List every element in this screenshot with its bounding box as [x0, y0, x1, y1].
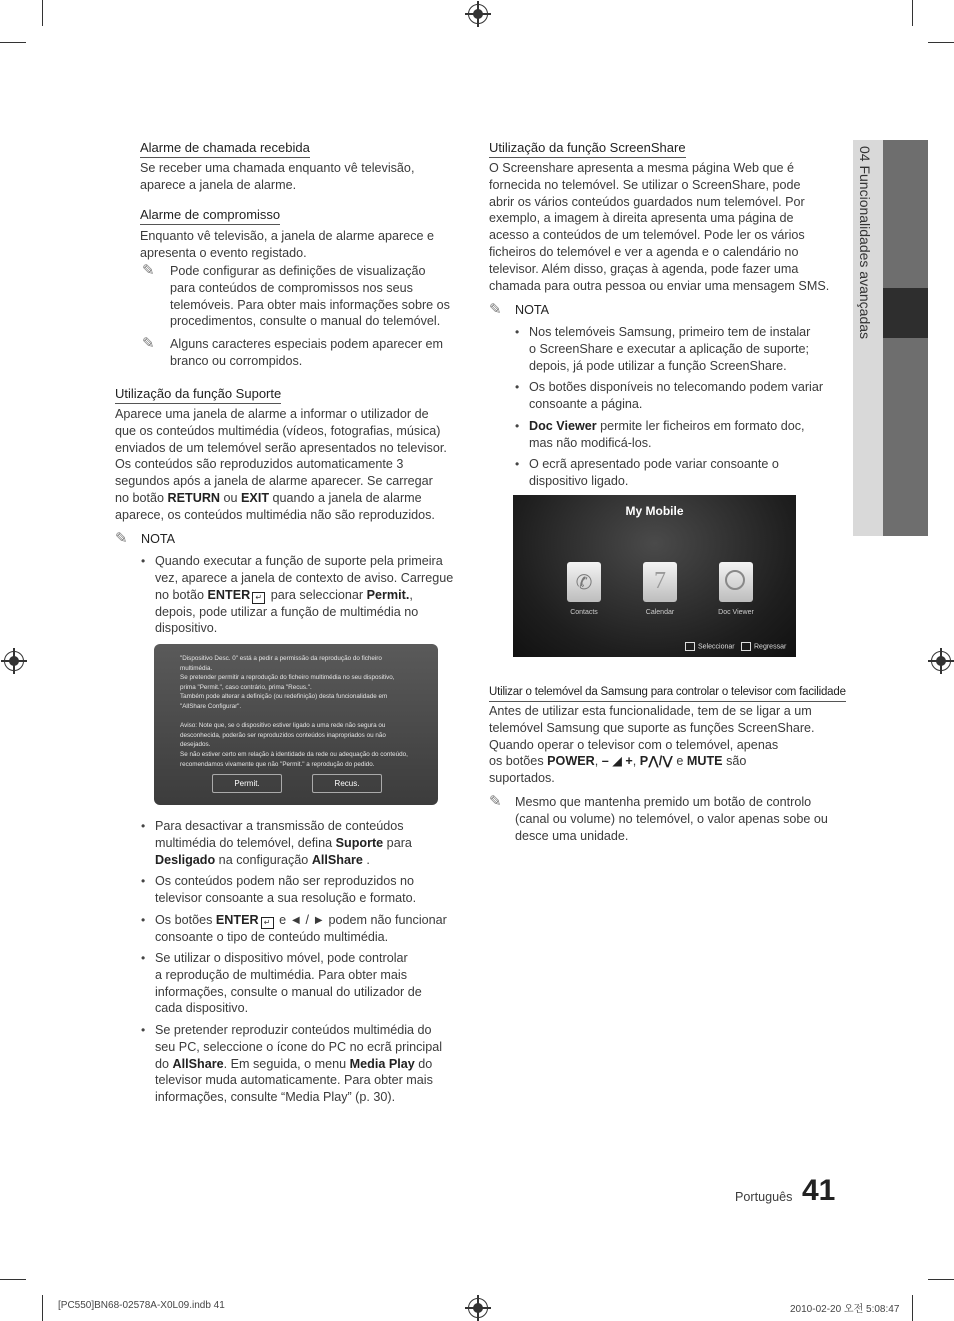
select-hint: Seleccionar: [685, 642, 735, 651]
chapter-tab: [853, 140, 928, 536]
section-title: Alarme de chamada recebida: [140, 139, 310, 158]
list-item: • Os botões ENTER ↵ e ◄ / ► podem não funcionar consoante o tipo de conteúdo multimédia.: [141, 913, 447, 944]
pencil-icon: ✎: [142, 262, 155, 279]
tile-label: Contacts: [570, 609, 598, 616]
crop-mark: [912, 0, 913, 26]
footer-file: [PC550]BN68-02578A-X0L09.indb 41: [58, 1300, 225, 1311]
dialog-text: "Dispositivo Desc. 0" está a pedir a permissão da reprodução do ficheiro multimédia. Se pretender permitir a reprodução do ficheiro multimédia no seu dispositivo, prima "Permit.", caso contrário, prima "Recus.". Também pode alterar a definição (ou redefinição) desta funcionalidade em "AllShare Configurar". Aviso: Note que, se o dispositivo estiver ligado a uma rede não segura ou desconhecida, poderão ser reproduzidos conteúdos inapropriados ou não desejados. Se não estiver certo em relação à identidade da rede ou adequação do conteúdo, recomendamos vivamente que não "Permit." a reprodução do pedido.: [180, 655, 408, 768]
section-title: Utilização da função Suporte: [115, 385, 281, 404]
chapter-label: 04 Funcionalidades avançadas: [857, 146, 873, 340]
tile-label: Doc Viewer: [718, 609, 754, 616]
note: ✎ Alguns caracteres especiais podem aparecer em branco ou corrompidos.: [142, 335, 444, 368]
crop-mark: [0, 1279, 26, 1280]
registration-mark-icon: [931, 651, 951, 671]
calendar-icon: 7: [654, 568, 666, 594]
crop-mark: [928, 1279, 954, 1280]
page-number: 41: [802, 1174, 836, 1207]
paragraph: Se receber uma chamada enquanto vê televisão, aparece a janela de alarme.: [140, 161, 415, 192]
registration-mark-icon: [4, 651, 24, 671]
pencil-icon: ✎: [489, 301, 502, 318]
return-hint: Regressar: [741, 642, 786, 651]
language-label: Português: [735, 1190, 793, 1204]
section-title: Utilização da função ScreenShare: [489, 139, 686, 158]
refuse-button[interactable]: Recus.: [312, 774, 382, 793]
tile-label: Calendar: [645, 609, 675, 616]
magnifier-icon: [725, 570, 745, 590]
phone-icon: ✆: [575, 572, 593, 594]
pencil-icon: ✎: [489, 793, 502, 810]
section-title: Utilizar o telemóvel da Samsung para controlar o televisor com facilidade: [489, 682, 846, 702]
crop-mark: [912, 1295, 913, 1321]
calendar-tile[interactable]: [643, 562, 677, 602]
enter-key-icon: [685, 642, 695, 651]
list-item: • Quando executar a função de suporte pela primeira vez, aparece a janela de contexto de aviso. Carregue no botão ENTER ↵ para seleccionar Permit., depois, pode utilizar a função de multimédia no dispositivo.: [141, 554, 454, 636]
permit-button[interactable]: Permit.: [212, 774, 282, 793]
my-mobile-screen: [513, 495, 796, 657]
list-item: • O ecrã apresentado pode variar consoante o dispositivo ligado.: [515, 457, 779, 488]
list-item: • Se utilizar o dispositivo móvel, pode controlar a reprodução de multimédia. Para obter mais informações, consulte o manual do utilizador de cada dispositivo.: [141, 951, 422, 1016]
alarm-dialog: [154, 644, 438, 805]
contacts-tile[interactable]: [567, 562, 601, 602]
return-key-icon: [741, 642, 751, 651]
section-title: Alarme de compromisso: [140, 206, 280, 225]
list-item: • Para desactivar a transmissão de conteúdos multimédia do telemóvel, defina Suporte para Desligado na configuração AllShare .: [141, 819, 412, 867]
list-item: • Os botões disponíveis no telecomando podem variar consoante a página.: [515, 380, 824, 411]
list-item: • Nos telemóveis Samsung, primeiro tem de instalar o ScreenShare e executar a aplicação de suporte; depois, já pode utilizar a função ScreenShare.: [515, 325, 811, 373]
enter-key-icon: ↵: [261, 917, 274, 929]
crop-mark: [928, 42, 954, 43]
list-item: • Os conteúdos podem não ser reproduzidos no televisor consoante a sua resolução e formato.: [141, 874, 417, 905]
footer-timestamp: 2010-02-20 오전 5:08:47: [790, 1304, 900, 1315]
enter-key-icon: ↵: [252, 592, 265, 604]
list-item: • Se pretender reproduzir conteúdos multimédia do seu PC, seleccione o ícone do PC no ecrã principal do AllShare. Em seguida, o menu Media Play do televisor muda automaticamente. Para obter mais informações, consulte “Media Play” (p. 30).: [141, 1023, 443, 1105]
doc-viewer-tile[interactable]: [719, 562, 753, 602]
nota-heading: ✎ NOTA: [115, 530, 176, 547]
registration-mark-icon: [468, 1298, 488, 1318]
pencil-icon: ✎: [115, 530, 128, 547]
note: ✎ Mesmo que mantenha premido um botão de controlo (canal ou volume) no telemóvel, o valor apenas sobe ou desce uma unidade.: [489, 793, 828, 843]
paragraph: Aparece uma janela de alarme a informar o utilizador de que os conteúdos multimédia (vídeos, fotografias, música) enviados de um telemóvel serão apresentados no televisor. Os conteúdos são reproduzidos automaticamente 3 segundos após a janela de alarme aparecer. Se carregar no botão RETURN ou EXIT quando a janela de alarme aparece, os conteúdos multimédia não são reproduzidos.: [115, 407, 447, 522]
crop-mark: [42, 0, 43, 26]
registration-mark-icon: [468, 4, 488, 24]
note: ✎ Pode configurar as definições de visualização para conteúdos de compromissos nos seus telemóveis. Para obter mais informações sobre os procedimentos, consulte o manual do telemóvel.: [142, 262, 450, 329]
crop-mark: [0, 42, 26, 43]
nota-heading: ✎ NOTA: [489, 301, 550, 318]
my-mobile-title: My Mobile: [625, 504, 684, 518]
list-item: • Doc Viewer permite ler ficheiros em formato doc, mas não modificá-los.: [515, 419, 805, 450]
pencil-icon: ✎: [142, 335, 155, 352]
paragraph: O Screenshare apresenta a mesma página Web que é fornecida no telemóvel. Se utilizar o ScreenShare, pode abrir os vários conteúdos guardados num telemóvel. Por exemplo, a imagem à direita apresenta uma página de acesso a conteúdos de um telemóvel. Pode ler os vários ficheiros do telemóvel e ver a agenda e o calendário no televisor. Além disso, graças à agenda, pode fazer uma chamada para outra pessoa ou enviar uma mensagem SMS.: [489, 161, 830, 293]
paragraph: Enquanto vê televisão, a janela de alarme aparece e apresenta o evento registado.: [140, 229, 435, 260]
crop-mark: [42, 1295, 43, 1321]
paragraph: Antes de utilizar esta funcionalidade, tem de se ligar a um telemóvel Samsung que suporte as funções ScreenShare. Quando operar o televisor com o telemóvel, apenas os botões POWER, – ◢ +, P⋀/⋁ e MUTE são suportados.: [489, 704, 815, 786]
